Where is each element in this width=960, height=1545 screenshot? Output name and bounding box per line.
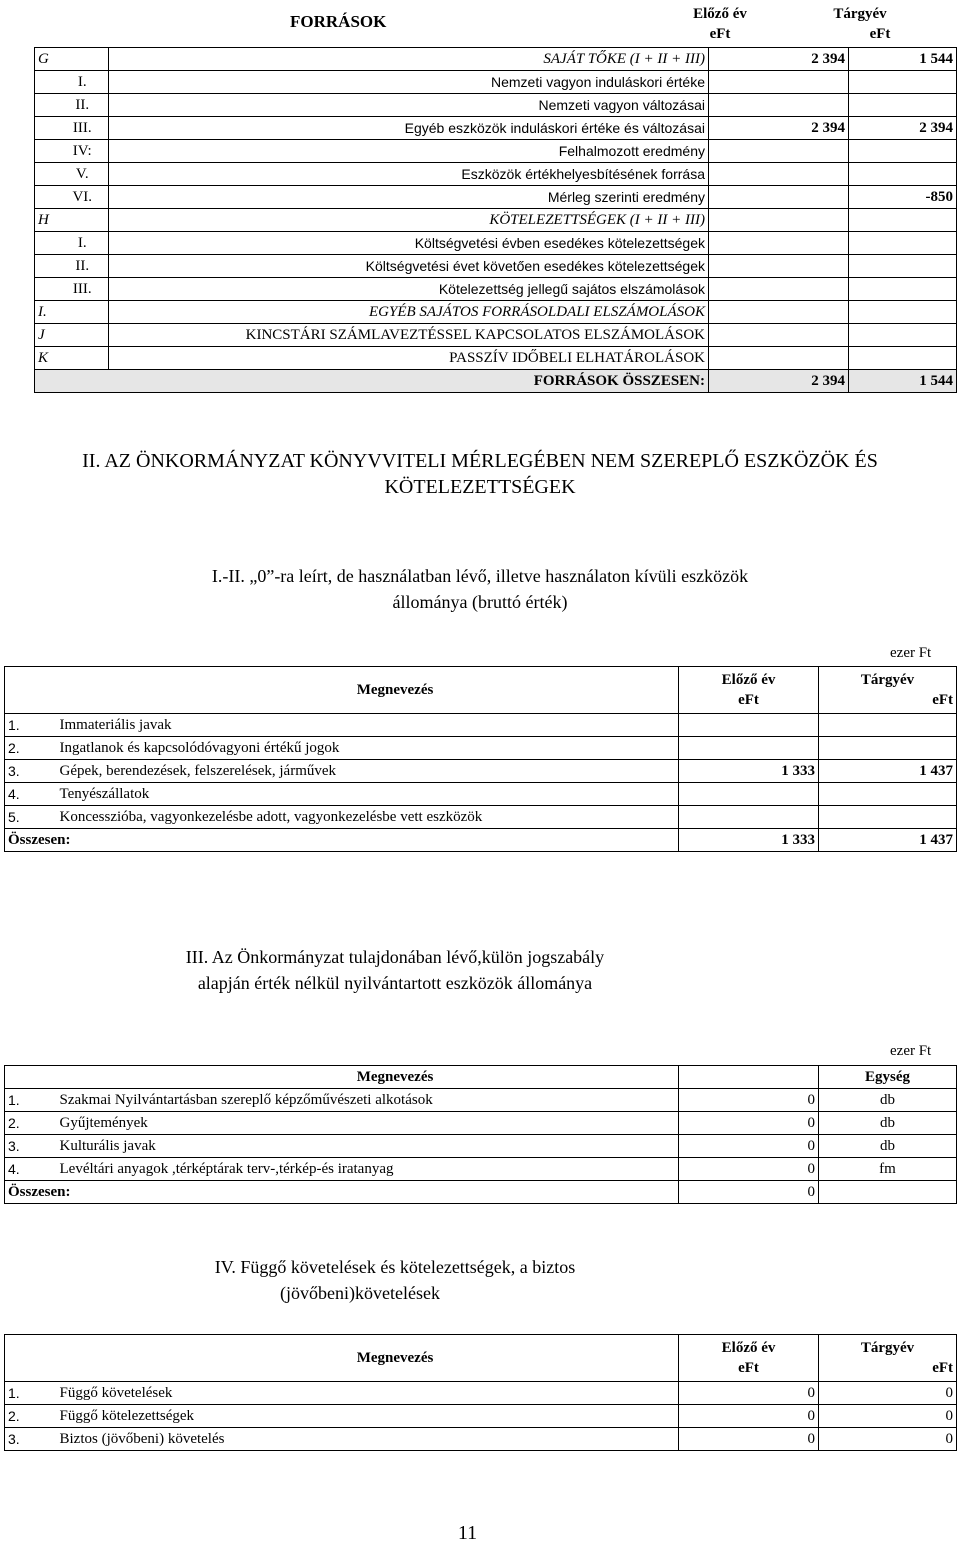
row-cur-value: 1 544 xyxy=(849,48,957,71)
total-cur-value: 1 544 xyxy=(849,370,957,393)
forrasok-row xyxy=(35,186,957,209)
row-number: 4. xyxy=(5,783,57,806)
row-spacer xyxy=(35,163,57,186)
row-number: 1. xyxy=(5,714,57,737)
section2-header-row xyxy=(5,667,957,714)
row-spacer xyxy=(35,94,57,117)
row-label: EGYÉB SAJÁTOS FORRÁSOLDALI ELSZÁMOLÁSOK xyxy=(109,301,709,324)
section3-row xyxy=(5,1112,957,1135)
section3-unit: ezer Ft xyxy=(890,1043,932,1059)
row-spacer xyxy=(57,301,109,324)
section2-sub-line2: állománya (bruttó érték) xyxy=(392,592,568,612)
row-cur-value xyxy=(819,806,957,829)
row-unit: db xyxy=(819,1112,957,1135)
row-prev-value xyxy=(709,94,849,117)
row-prev-value xyxy=(709,324,849,347)
row-number: 1. xyxy=(5,1382,57,1405)
row-code: IV: xyxy=(57,140,109,163)
row-value: 0 xyxy=(679,1089,819,1112)
forrasok-row xyxy=(35,163,957,186)
row-prev-value xyxy=(679,737,819,760)
section3-title-line1: III. Az Önkormányzat tulajdonában lévő,külön jogszabály xyxy=(185,947,605,967)
section2-total-row xyxy=(5,829,957,852)
total-spacer xyxy=(819,1181,957,1204)
row-number: 3. xyxy=(5,1428,57,1451)
section2-row xyxy=(5,737,957,760)
forrasok-row xyxy=(35,347,957,370)
row-prev-value xyxy=(709,232,849,255)
section4-title-line1: IV. Függő követelések és kötelezettségek, a biztos xyxy=(214,1257,576,1277)
row-label: Függő követelések xyxy=(57,1382,679,1405)
row-prev-value xyxy=(709,347,849,370)
header-cur xyxy=(819,1335,957,1382)
row-spacer xyxy=(57,347,109,370)
row-spacer xyxy=(57,209,109,232)
header-prev-year: Előző év xyxy=(721,672,776,688)
row-label: Szakmai Nyilvántartásban szereplő képzőművészeti alkotások xyxy=(57,1089,679,1112)
row-prev-value: 0 xyxy=(679,1382,819,1405)
row-unit: db xyxy=(819,1135,957,1158)
section3-title-line2: alapján érték nélkül nyilvántartott eszközök állománya xyxy=(197,973,593,993)
row-code: I. xyxy=(57,71,109,94)
section2-row xyxy=(5,760,957,783)
row-spacer xyxy=(35,117,57,140)
row-label: Egyéb eszközök induláskori értéke és változásai xyxy=(109,117,709,140)
row-label: SAJÁT TŐKE (I + II + III) xyxy=(109,48,709,71)
row-cur-value: -850 xyxy=(849,186,957,209)
row-prev-value xyxy=(709,301,849,324)
total-label: Összesen: xyxy=(5,1181,679,1204)
row-label: Függő kötelezettségek xyxy=(57,1405,679,1428)
row-number: 5. xyxy=(5,806,57,829)
row-cur-value xyxy=(849,301,957,324)
header-name: Megnevezés xyxy=(5,1335,679,1382)
row-prev-value xyxy=(709,186,849,209)
row-label: Gyűjtemények xyxy=(57,1112,679,1135)
row-label: Költségvetési évet követően esedékes kötelezettségek xyxy=(109,255,709,278)
row-prev-value xyxy=(709,255,849,278)
forrasok-row xyxy=(35,255,957,278)
row-prev-value xyxy=(709,140,849,163)
row-code: G xyxy=(35,48,57,71)
row-code: H xyxy=(35,209,57,232)
section3-row xyxy=(5,1135,957,1158)
row-prev-value xyxy=(709,209,849,232)
section4-row xyxy=(5,1428,957,1451)
row-code: III. xyxy=(57,117,109,140)
row-prev-value: 2 394 xyxy=(709,117,849,140)
forrasok-row xyxy=(35,209,957,232)
total-prev-value: 1 333 xyxy=(679,829,819,852)
section2-unit: ezer Ft xyxy=(890,645,932,661)
row-spacer xyxy=(35,186,57,209)
section2-sub-line1: I.-II. „0”-ra leírt, de használatban lévő, illetve használaton kívüli eszközök xyxy=(211,566,749,586)
forrasok-row xyxy=(35,140,957,163)
forrasok-row xyxy=(35,301,957,324)
section2-title-line1: II. AZ ÖNKORMÁNYZAT KÖNYVVITELI MÉRLEGÉBEN NEM SZEREPLŐ ESZKÖZÖK ÉS xyxy=(82,450,878,472)
forrasok-cur-header xyxy=(815,4,905,44)
row-spacer xyxy=(35,278,57,301)
row-number: 2. xyxy=(5,1112,57,1135)
row-cur-value xyxy=(819,737,957,760)
row-spacer xyxy=(35,140,57,163)
row-cur-value: 2 394 xyxy=(849,117,957,140)
forrasok-row xyxy=(35,232,957,255)
row-label: Kulturális javak xyxy=(57,1135,679,1158)
section4-row xyxy=(5,1405,957,1428)
forrasok-row xyxy=(35,278,957,301)
forrasok-total-row xyxy=(35,370,957,393)
row-label: Koncesszióba, vagyonkezelésbe adott, vagyonkezelésbe vett eszközök xyxy=(57,806,679,829)
row-label: Nemzeti vagyon induláskori értéke xyxy=(109,71,709,94)
section2-row xyxy=(5,806,957,829)
row-prev-value xyxy=(679,783,819,806)
row-prev-value xyxy=(679,714,819,737)
row-number: 2. xyxy=(5,1405,57,1428)
forrasok-table xyxy=(34,47,957,393)
row-label: PASSZÍV IDŐBELI ELHATÁROLÁSOK xyxy=(109,347,709,370)
row-prev-value xyxy=(679,806,819,829)
row-prev-value xyxy=(709,71,849,94)
row-code: VI. xyxy=(57,186,109,209)
row-cur-value xyxy=(849,324,957,347)
section4-title-line2: (jövőbeni)követelések xyxy=(280,1283,440,1303)
row-number: 4. xyxy=(5,1158,57,1181)
header-cur-year: Tárgyév xyxy=(860,1340,915,1356)
row-label: KINCSTÁRI SZÁMLAVEZTÉSSEL KAPCSOLATOS ELSZÁMOLÁSOK xyxy=(109,324,709,347)
row-label: Költségvetési évben esedékes kötelezettségek xyxy=(109,232,709,255)
row-cur-value: 1 437 xyxy=(819,760,957,783)
cur-unit-label: eFt xyxy=(869,26,891,42)
section2-row xyxy=(5,714,957,737)
prev-unit-label: eFt xyxy=(709,26,731,42)
header-cur-year: Tárgyév xyxy=(860,672,915,688)
row-prev-value xyxy=(709,163,849,186)
total-spacer xyxy=(35,370,109,393)
total-label: Összesen: xyxy=(5,829,679,852)
section4-header-row xyxy=(5,1335,957,1382)
row-cur-value xyxy=(819,714,957,737)
header-spacer xyxy=(679,1066,819,1089)
header-name: Megnevezés xyxy=(5,1066,679,1089)
section3-row xyxy=(5,1158,957,1181)
row-prev-value: 0 xyxy=(679,1405,819,1428)
section2-title xyxy=(0,448,960,500)
section4-title xyxy=(0,1254,790,1306)
section2-table xyxy=(4,666,957,852)
row-spacer xyxy=(35,71,57,94)
row-spacer xyxy=(35,232,57,255)
row-unit: db xyxy=(819,1089,957,1112)
row-cur-value: 0 xyxy=(819,1382,957,1405)
row-spacer xyxy=(57,324,109,347)
row-code: J xyxy=(35,324,57,347)
section2-subtitle xyxy=(0,563,960,615)
row-cur-value xyxy=(819,783,957,806)
row-label: Felhalmozott eredmény xyxy=(109,140,709,163)
row-cur-value xyxy=(849,71,957,94)
row-label: Mérleg szerinti eredmény xyxy=(109,186,709,209)
row-spacer xyxy=(57,48,109,71)
row-label: Levéltári anyagok ,térképtárak terv-,térkép-és iratanyag xyxy=(57,1158,679,1181)
forrasok-row xyxy=(35,94,957,117)
row-code: V. xyxy=(57,163,109,186)
section4-row xyxy=(5,1382,957,1405)
row-label: Nemzeti vagyon változásai xyxy=(109,94,709,117)
row-value: 0 xyxy=(679,1135,819,1158)
row-prev-value: 0 xyxy=(679,1428,819,1451)
row-code: III. xyxy=(57,278,109,301)
row-code: I. xyxy=(35,301,57,324)
forrasok-title: FORRÁSOK xyxy=(290,12,387,31)
row-cur-value xyxy=(849,347,957,370)
header-cur-unit: eFt xyxy=(932,692,954,708)
header-prev-unit: eFt xyxy=(738,1360,759,1376)
row-code: II. xyxy=(57,255,109,278)
row-value: 0 xyxy=(679,1112,819,1135)
row-cur-value xyxy=(849,140,957,163)
row-label: Tenyészállatok xyxy=(57,783,679,806)
row-label: Biztos (jövőbeni) követelés xyxy=(57,1428,679,1451)
row-number: 3. xyxy=(5,760,57,783)
page-number: 11 xyxy=(457,1522,478,1544)
row-prev-value: 1 333 xyxy=(679,760,819,783)
row-label: Eszközök értékhelyesbítésének forrása xyxy=(109,163,709,186)
row-label: KÖTELEZETTSÉGEK (I + II + III) xyxy=(109,209,709,232)
section3-total-row xyxy=(5,1181,957,1204)
row-number: 1. xyxy=(5,1089,57,1112)
header-prev-unit: eFt xyxy=(738,692,759,708)
row-unit: fm xyxy=(819,1158,957,1181)
section3-row xyxy=(5,1089,957,1112)
row-cur-value xyxy=(849,278,957,301)
row-cur-value xyxy=(849,163,957,186)
row-value: 0 xyxy=(679,1158,819,1181)
section4-table xyxy=(4,1334,957,1451)
row-cur-value xyxy=(849,232,957,255)
row-code: K xyxy=(35,347,57,370)
section3-header-row xyxy=(5,1066,957,1089)
row-cur-value xyxy=(849,209,957,232)
row-code: I. xyxy=(57,232,109,255)
row-number: 3. xyxy=(5,1135,57,1158)
section2-row xyxy=(5,783,957,806)
forrasok-row xyxy=(35,48,957,71)
total-prev-value: 2 394 xyxy=(709,370,849,393)
row-cur-value: 0 xyxy=(819,1428,957,1451)
section3-title xyxy=(0,944,790,996)
row-number: 2. xyxy=(5,737,57,760)
row-label: Kötelezettség jellegű sajátos elszámolások xyxy=(109,278,709,301)
header-unit: Egység xyxy=(819,1066,957,1089)
header-prev xyxy=(679,667,819,714)
forrasok-row xyxy=(35,117,957,140)
row-prev-value: 2 394 xyxy=(709,48,849,71)
prev-year-label: Előző év xyxy=(693,6,747,22)
total-value: 0 xyxy=(679,1181,819,1204)
row-cur-value: 0 xyxy=(819,1405,957,1428)
row-code: II. xyxy=(57,94,109,117)
total-cur-value: 1 437 xyxy=(819,829,957,852)
row-label: Ingatlanok és kapcsolódóvagyoni értékű jogok xyxy=(57,737,679,760)
row-cur-value xyxy=(849,94,957,117)
total-label: FORRÁSOK ÖSSZESEN: xyxy=(109,370,709,393)
row-label: Gépek, berendezések, felszerelések, járművek xyxy=(57,760,679,783)
header-name: Megnevezés xyxy=(5,667,679,714)
row-cur-value xyxy=(849,255,957,278)
row-spacer xyxy=(35,255,57,278)
section2-title-line2: KÖTELEZETTSÉGEK xyxy=(384,476,576,498)
forrasok-row xyxy=(35,324,957,347)
cur-year-label: Tárgyév xyxy=(833,6,887,22)
forrasok-prev-header xyxy=(680,4,760,44)
section3-table xyxy=(4,1065,957,1204)
row-label: Immateriális javak xyxy=(57,714,679,737)
header-cur xyxy=(819,667,957,714)
row-prev-value xyxy=(709,278,849,301)
header-prev-year: Előző év xyxy=(721,1340,776,1356)
header-prev xyxy=(679,1335,819,1382)
header-cur-unit: eFt xyxy=(932,1360,954,1376)
forrasok-row xyxy=(35,71,957,94)
